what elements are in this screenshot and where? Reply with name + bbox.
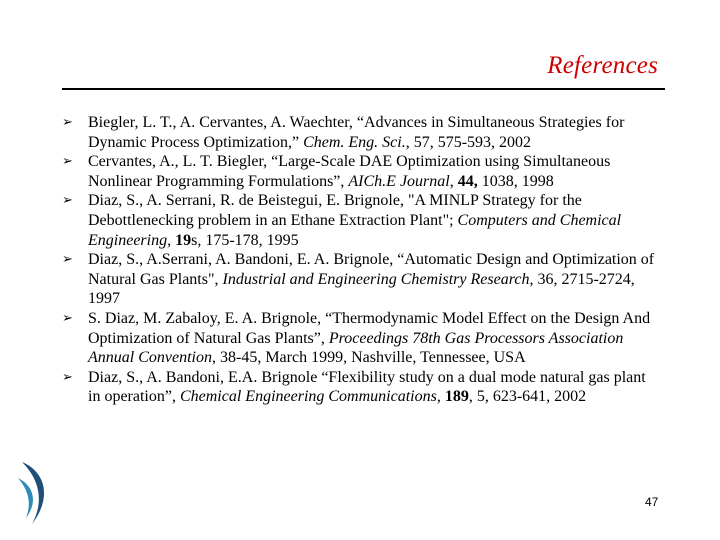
logo-icon [14, 458, 54, 528]
arrow-bullet-icon: ➢ [62, 193, 73, 209]
reference-item [62, 191, 662, 250]
reference-item: ➢ Biegler, L. T., A. Cervantes, A. Waechter, “Advances in Simultaneous Strategies for Dynamic Process Optimization,” Chem. Eng. Sci., 57, 575-593, 2002 [62, 114, 625, 151]
reference-journal: Chem. Eng. Sci. [303, 133, 406, 151]
logo-outer-arc [22, 462, 44, 524]
arrow-bullet-icon: ➢ [62, 252, 73, 268]
slide-title: References [547, 52, 658, 79]
title-divider [62, 88, 665, 90]
reference-authors: Diaz, S., A. Bandoni, E.A. Brignole “Flexibility study on a dual mode natural gas plant in operation”, [88, 368, 646, 406]
reference-authors: Biegler, L. T., A. Cervantes, A. Waechter, “Advances in Simultaneous Strategies for Dynamic Process Optimization,” [88, 114, 625, 151]
reference-journal: Chemical Engineering Communications, [179, 388, 441, 406]
reference-authors: Diaz, S., A. Serrani, R. de Beistegui, E. Brignole, "A MINLP Strategy for the Debottlenecking problem in an Ethane Extraction Plant"; [88, 192, 582, 229]
reference-volume: 189 [444, 388, 469, 406]
reference-volume: 44, [457, 172, 478, 190]
logo-inner-arc [18, 478, 33, 518]
reference-item [62, 368, 662, 407]
reference-pages: , 5, 623-641, 2002 [468, 388, 587, 406]
arrow-bullet-icon: ➢ [62, 369, 73, 385]
reference-item: ➢ Cervantes, A., L. T. Biegler, “Large-Scale DAE Optimization using Simultaneous Nonlinear Programming Formulations”, AICh.E Journal, 44, 1038, 1998 [62, 153, 611, 190]
reference-item [62, 250, 662, 309]
reference-journal: AICh.E Journal [348, 172, 450, 190]
reference-authors: Diaz, S., A.Serrani, A. Bandoni, E. A. Brignole, “Automatic Design and Optimization of Natural Gas Plants", [88, 251, 655, 288]
reference-volume: 19 [175, 231, 192, 249]
arrow-bullet-icon: ➢ [62, 154, 73, 170]
reference-pages: 1038, 1998 [481, 172, 554, 190]
page-number: 47 [645, 495, 659, 509]
arrow-bullet-icon: ➢ [62, 115, 73, 130]
reference-list [62, 113, 662, 407]
reference-pages: , 38-45, March 1999, Nashville, Tennessee, USA [211, 349, 526, 367]
reference-pages: 575-593, 2002 [437, 133, 532, 151]
reference-journal: Proceedings 78th Gas Processors Association Annual Convention [88, 329, 624, 367]
reference-volume: 57 [413, 133, 430, 151]
reference-pages: , 36, 2715-2724, 1997 [88, 270, 635, 308]
reference-journal: Industrial and Engineering Chemistry Research [222, 270, 530, 288]
reference-authors: Cervantes, A., L. T. Biegler, “Large-Scale DAE Optimization using Simultaneous Nonlinear Programming Formulations”, [88, 153, 611, 190]
arrow-bullet-icon: ➢ [62, 310, 73, 326]
reference-journal: Computers and Chemical Engineering, [88, 211, 622, 249]
reference-authors: S. Diaz, M. Zabaloy, E. A. Brignole, “Thermodynamic Model Effect on the Design And Optimization of Natural Gas Plants”, [88, 309, 651, 347]
reference-item [62, 309, 662, 368]
reference-pages: s, 175-178, 1995 [191, 231, 299, 249]
